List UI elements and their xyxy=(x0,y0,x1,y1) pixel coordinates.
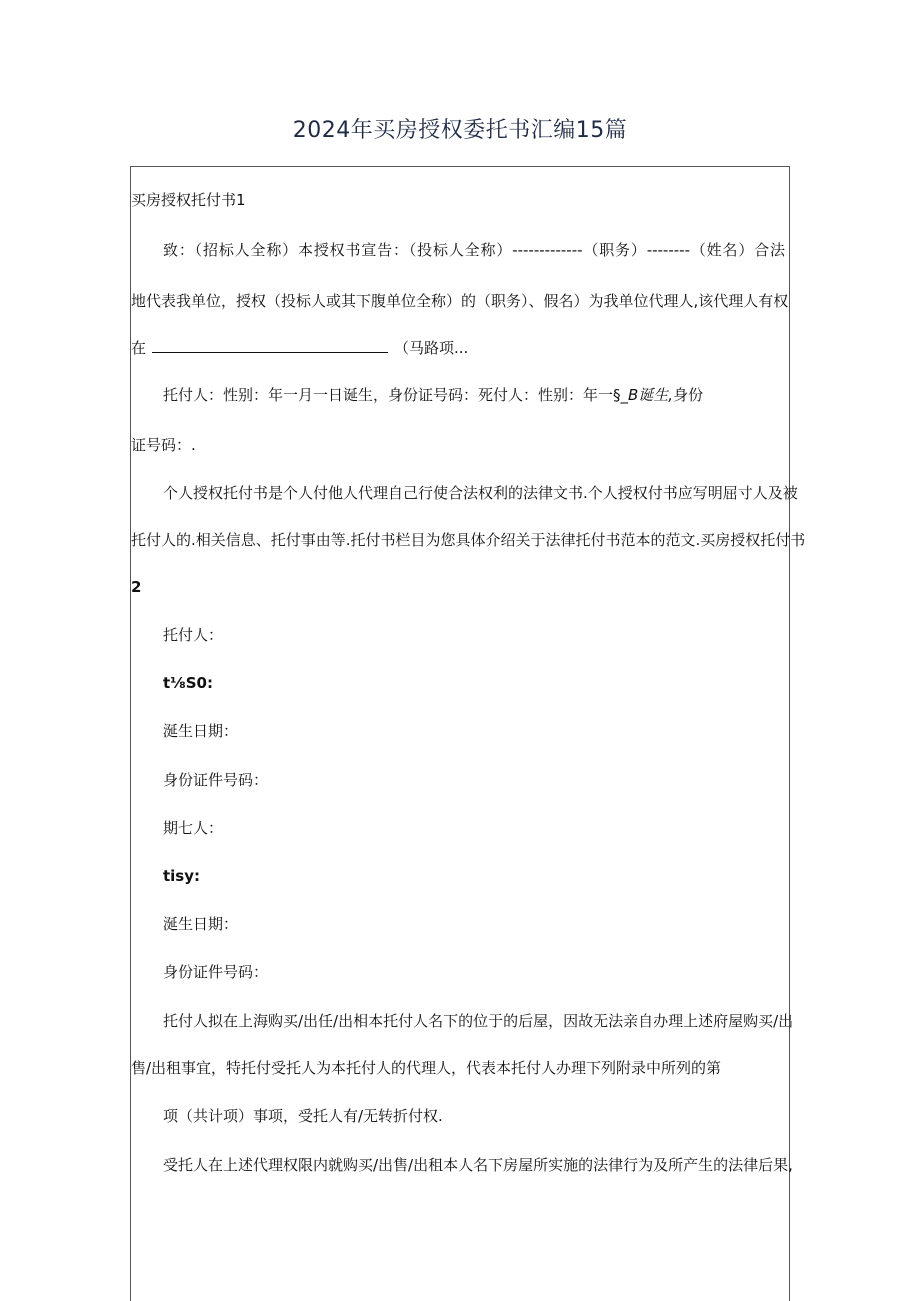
paragraph-line xyxy=(131,338,468,358)
paragraph-line: 受托人在上述代理权限内就购买/出售/出租本人名下房屋所实施的法律行为及所产生的法律后果, xyxy=(163,1156,793,1174)
paragraph-text: 托付人：性别：年一月一日诞生，身份证号码：死付人：性别：年一§_ xyxy=(163,386,629,404)
section-heading-2: 2 xyxy=(131,578,142,596)
paragraph-text: （马路项... xyxy=(394,339,469,357)
form-label: tisy: xyxy=(163,867,201,885)
paragraph-line: 托付人拟在上海购买/出任/出相本托付人名下的位于的后屋，因故无法亲自办理上述府屋购买/出 xyxy=(163,1012,794,1030)
paragraph-line: 托付人的.相关信息、托付事由等.托付书栏目为您具体介绍关于法律托付书范本的范文.买房授权托付书 xyxy=(131,531,806,549)
document-title: 2024年买房授权委托书汇编15篇 xyxy=(292,118,628,143)
fill-in-blank xyxy=(152,338,388,353)
paragraph-line: 致：（招标人全称）本授权书宣告：（投标人全称）-------------（职务）--------（姓名）合法 xyxy=(163,241,785,259)
paragraph-line: 项（共计项）事项，受托人有/无转折付权. xyxy=(163,1107,443,1125)
paragraph-line xyxy=(163,385,703,405)
paragraph-line: 售/出租事宜，特托付受托人为本托付人的代理人，代表本托付人办理下列附录中所列的第 xyxy=(131,1059,722,1077)
form-label: 身份证件号码： xyxy=(163,771,269,789)
paragraph-text: 身份 xyxy=(673,386,704,404)
section-heading-1: 买房授权托付书1 xyxy=(131,191,246,209)
form-label: 涎生日期： xyxy=(163,722,239,740)
form-label: 身份证件号码： xyxy=(163,963,269,981)
paragraph-text: 在 xyxy=(131,339,147,357)
paragraph-line: 个人授权托付书是个人付他人代理自己行使合法权利的法律文书.个人授权付书应写明屈寸人及被 xyxy=(163,484,798,502)
paragraph-text: B诞生, xyxy=(628,386,674,404)
paragraph-line: 证号码：. xyxy=(131,436,196,454)
form-label: 托付人： xyxy=(163,626,224,644)
paragraph-line: 地代表我单位，授权（投标人或其下腹单位全称）的（职务）、假名）为我单位代理人,该代理人有权 xyxy=(131,292,789,310)
form-label: 涎生日期： xyxy=(163,915,239,933)
form-label: t⅛S0: xyxy=(163,674,213,692)
form-label: 期七人： xyxy=(163,819,224,837)
